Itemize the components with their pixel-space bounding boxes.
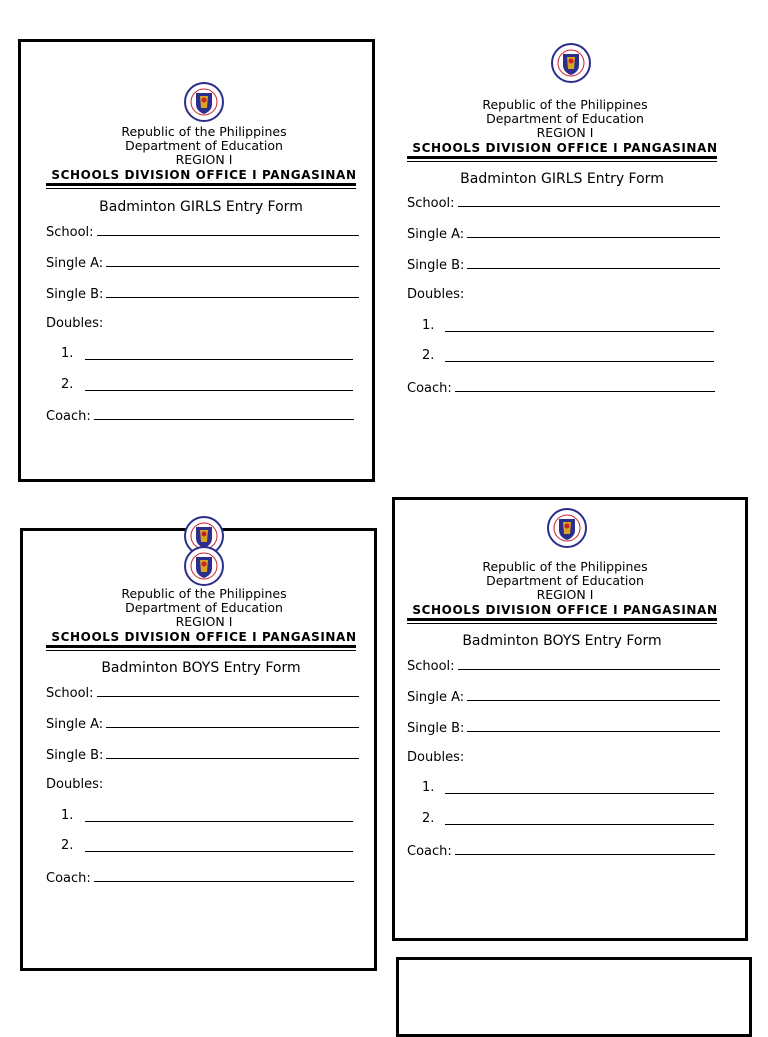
doubles-label: Doubles:: [407, 750, 465, 765]
doubles-label: Doubles:: [46, 316, 104, 331]
form-title: Badminton BOYS Entry Form: [101, 660, 301, 676]
doubles-item-2-label: 2.: [61, 377, 74, 392]
division-office-text: SCHOOLS DIVISION OFFICE I PANGASINAN: [51, 630, 357, 644]
coach-label: Coach:: [46, 409, 91, 424]
single-a-line[interactable]: [106, 254, 359, 267]
form-title: Badminton GIRLS Entry Form: [460, 171, 664, 187]
single-a-label: Single A:: [46, 256, 104, 271]
doubles-item-1-line[interactable]: [445, 331, 714, 332]
single-b-line[interactable]: [106, 746, 359, 759]
division-office-text: SCHOOLS DIVISION OFFICE I PANGASINAN: [51, 168, 357, 182]
coach-field[interactable]: [46, 407, 354, 424]
header-thin-rule: [46, 650, 356, 651]
single-a-line[interactable]: [467, 225, 720, 238]
single-a-line[interactable]: [106, 715, 359, 728]
single-b-label: Single B:: [407, 258, 465, 273]
single-b-label: Single B:: [46, 748, 104, 763]
school-label: School:: [46, 686, 94, 701]
doubles-item-2-label: 2.: [61, 838, 74, 853]
coach-label: Coach:: [407, 844, 452, 859]
coach-field[interactable]: [407, 842, 715, 859]
region-text: REGION I: [536, 587, 594, 602]
doubles-item-2-line[interactable]: [85, 851, 353, 852]
coach-line[interactable]: [455, 379, 715, 392]
coach-line[interactable]: [94, 869, 354, 882]
republic-text: Republic of the Philippines: [121, 124, 287, 139]
single-a-label: Single A:: [46, 717, 104, 732]
school-line[interactable]: [458, 657, 720, 670]
school-line[interactable]: [97, 684, 359, 697]
doubles-item-1-label: 1.: [422, 318, 435, 333]
doubles-item-1-label: 1.: [61, 346, 74, 361]
single-a-field[interactable]: [46, 715, 359, 732]
department-text: Department of Education: [125, 600, 283, 615]
doubles-item-1-line[interactable]: [85, 359, 353, 360]
single-b-line[interactable]: [467, 719, 720, 732]
header-thin-rule: [46, 188, 356, 189]
single-a-field[interactable]: [46, 254, 359, 271]
doubles-item-2-line[interactable]: [445, 361, 714, 362]
coach-label: Coach:: [46, 871, 91, 886]
single-b-field[interactable]: [46, 285, 359, 302]
republic-text: Republic of the Philippines: [482, 97, 648, 112]
division-office-text: SCHOOLS DIVISION OFFICE I PANGASINAN: [412, 603, 718, 617]
header-thick-rule: [46, 645, 356, 648]
single-a-field[interactable]: [407, 688, 720, 705]
doubles-item-2-label: 2.: [422, 348, 435, 363]
deped-seal-icon: [547, 508, 587, 548]
single-b-label: Single B:: [407, 721, 465, 736]
school-field[interactable]: [407, 194, 720, 211]
header-thin-rule: [407, 161, 717, 162]
school-line[interactable]: [458, 194, 720, 207]
doubles-item-2-label: 2.: [422, 811, 435, 826]
header-thick-rule: [46, 183, 356, 186]
department-text: Department of Education: [486, 111, 644, 126]
single-b-line[interactable]: [467, 256, 720, 269]
single-a-label: Single A:: [407, 690, 465, 705]
region-text: REGION I: [175, 152, 233, 167]
republic-text: Republic of the Philippines: [482, 559, 648, 574]
school-label: School:: [46, 225, 94, 240]
doubles-item-1-label: 1.: [61, 808, 74, 823]
doubles-label: Doubles:: [407, 287, 465, 302]
school-field[interactable]: [46, 223, 359, 240]
single-b-field[interactable]: [407, 256, 720, 273]
coach-field[interactable]: [46, 869, 354, 886]
doubles-item-1-label: 1.: [422, 780, 435, 795]
single-a-label: Single A:: [407, 227, 465, 242]
deped-seal-icon: [184, 82, 224, 122]
single-a-line[interactable]: [467, 688, 720, 701]
entry-card-frame-partial: [396, 957, 752, 1037]
region-text: REGION I: [175, 614, 233, 629]
republic-text: Republic of the Philippines: [121, 586, 287, 601]
school-field[interactable]: [46, 684, 359, 701]
header-thick-rule: [407, 156, 717, 159]
coach-line[interactable]: [94, 407, 354, 420]
department-text: Department of Education: [125, 138, 283, 153]
school-label: School:: [407, 659, 455, 674]
coach-field[interactable]: [407, 379, 715, 396]
header-thin-rule: [407, 623, 717, 624]
single-b-field[interactable]: [46, 746, 359, 763]
header-thick-rule: [407, 618, 717, 621]
school-line[interactable]: [97, 223, 359, 236]
school-label: School:: [407, 196, 455, 211]
doubles-item-2-line[interactable]: [85, 390, 353, 391]
doubles-item-1-line[interactable]: [85, 821, 353, 822]
doubles-item-2-line[interactable]: [445, 824, 714, 825]
single-b-field[interactable]: [407, 719, 720, 736]
doubles-item-1-line[interactable]: [445, 793, 714, 794]
deped-seal-icon: [184, 546, 224, 586]
region-text: REGION I: [536, 125, 594, 140]
form-title: Badminton BOYS Entry Form: [462, 633, 662, 649]
school-field[interactable]: [407, 657, 720, 674]
deped-seal-icon: [551, 43, 591, 83]
single-b-label: Single B:: [46, 287, 104, 302]
coach-label: Coach:: [407, 381, 452, 396]
single-b-line[interactable]: [106, 285, 359, 298]
department-text: Department of Education: [486, 573, 644, 588]
single-a-field[interactable]: [407, 225, 720, 242]
form-title: Badminton GIRLS Entry Form: [99, 199, 303, 215]
doubles-label: Doubles:: [46, 777, 104, 792]
division-office-text: SCHOOLS DIVISION OFFICE I PANGASINAN: [412, 141, 718, 155]
coach-line[interactable]: [455, 842, 715, 855]
